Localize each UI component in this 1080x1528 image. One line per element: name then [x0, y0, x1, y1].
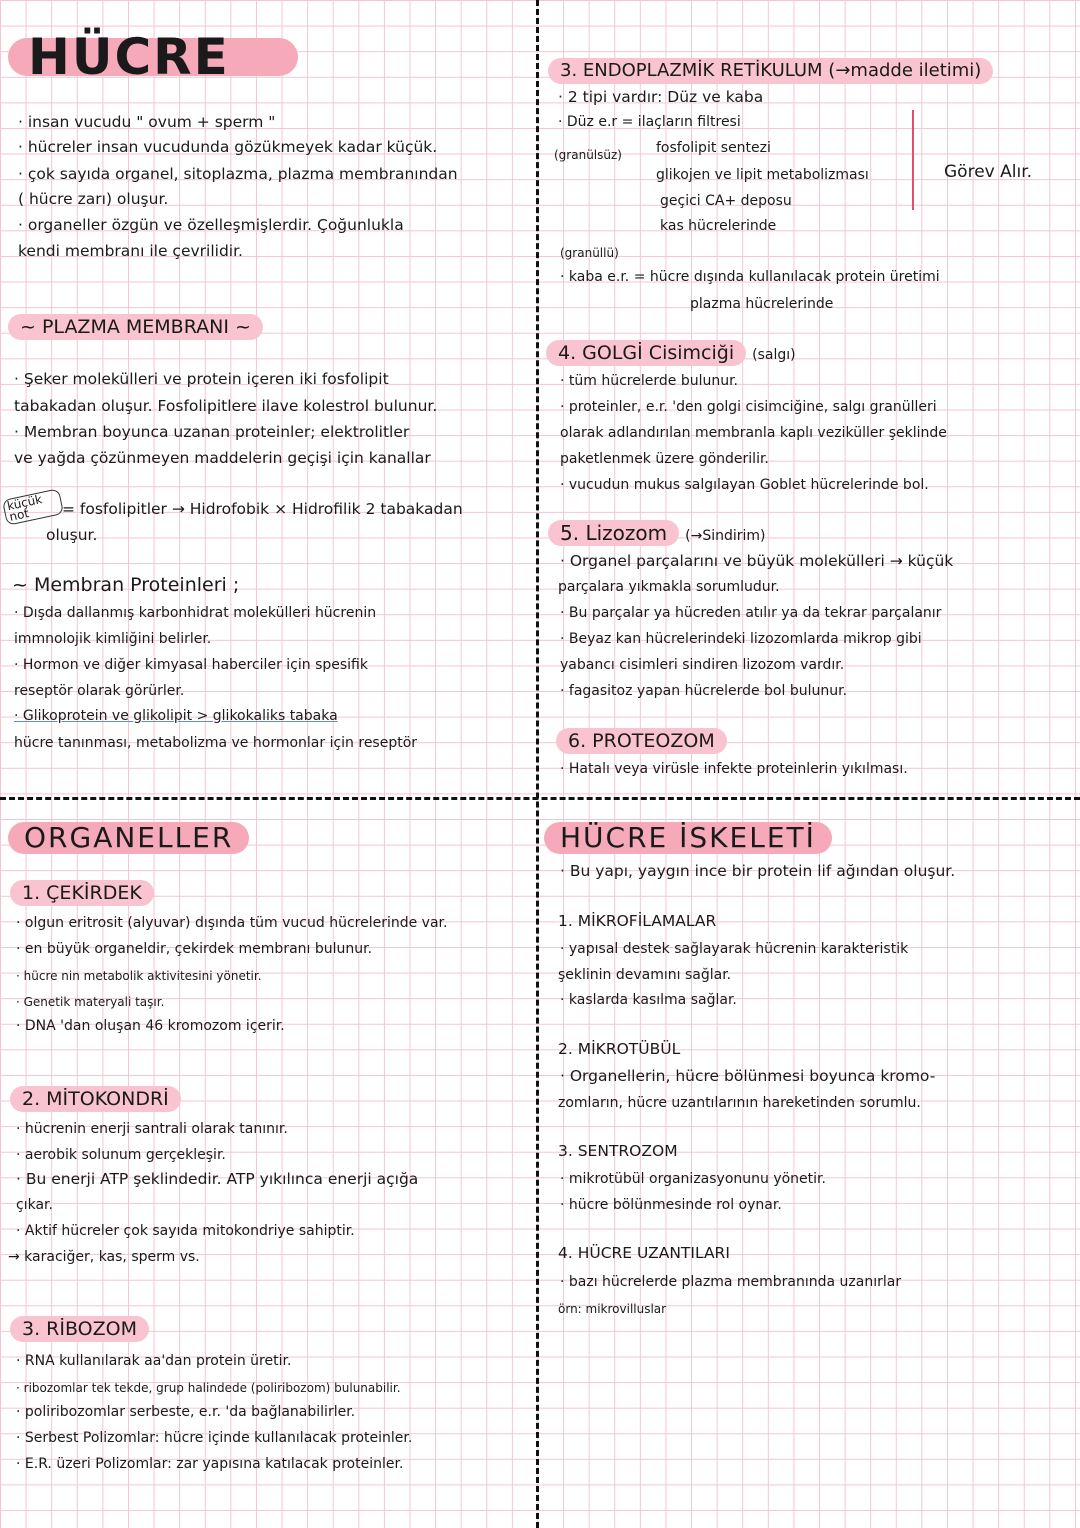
er-smooth-line: glikojen ve lipit metabolizması	[656, 167, 869, 183]
lysosome-subtitle: (→Sindirim)	[685, 528, 766, 544]
proteins-line: reseptör olarak görürler.	[14, 683, 185, 699]
membrane-proteins-title: ~ Membran Proteinleri ;	[12, 574, 240, 596]
lysosome-line: · Organel parçalarını ve büyük molekülleri → küçük	[560, 552, 954, 570]
er-smooth-line: fosfolipit sentezi	[656, 140, 771, 156]
golgi-title: 4. GOLGİ Cisimciği	[546, 340, 746, 366]
microfilament-line: · yapısal destek sağlayarak hücrenin karakteristik	[560, 941, 909, 957]
lysosome-line: parçalara yıkmakla sorumludur.	[558, 579, 780, 595]
microtubule-title: 2. MİKROTÜBÜL	[558, 1040, 681, 1058]
intro-line: · hücreler insan vucudunda gözükmeyek kadar küçük.	[18, 138, 438, 156]
golgi-heading	[546, 340, 796, 366]
golgi-line: · tüm hücrelerde bulunur.	[560, 373, 739, 389]
organelles-title: ORGANELLER	[8, 822, 249, 854]
nucleus-heading	[10, 880, 154, 906]
microfilament-line: · kaslarda kasılma sağlar.	[560, 992, 737, 1008]
intro-line: · insan vucudu " ovum + sperm "	[18, 113, 276, 131]
membrane-line: · Şeker molekülleri ve protein içeren iki fosfolipit	[14, 370, 389, 388]
ribosome-heading	[10, 1316, 149, 1342]
mitochondria-line: · Aktif hücreler çok sayıda mitokondriye sahiptir.	[16, 1223, 355, 1239]
mitochondria-line: → karaciğer, kas, sperm vs.	[8, 1249, 200, 1265]
mitochondria-line: çıkar.	[16, 1197, 53, 1213]
nucleus-line: · Genetik materyali taşır.	[16, 995, 165, 1009]
ribosome-line: · poliribozomlar serbeste, e.r. 'da bağlanabilirler.	[16, 1404, 356, 1420]
lysosome-line: · Beyaz kan hücrelerindeki lizozomlarda mikrop gibi	[560, 631, 922, 647]
proteasome-heading	[556, 728, 727, 754]
nucleus-line: · DNA 'dan oluşan 46 kromozom içerir.	[16, 1018, 285, 1034]
intro-line: ( hücre zarı) oluşur.	[18, 190, 169, 208]
nucleus-line: · hücre nin metabolik aktivitesini yönetir.	[16, 969, 262, 983]
er-rough-line: plazma hücrelerinde	[690, 296, 834, 312]
membrane-line: tabakadan oluşur. Fosfolipitlere ilave kolestrol bulunur.	[14, 397, 438, 415]
proteins-line: immnolojik kimliğini belirler.	[14, 631, 212, 647]
ribosome-line: · RNA kullanılarak aa'dan protein üretir.	[16, 1353, 292, 1369]
intro-line: · çok sayıda organel, sitoplazma, plazma membranından	[18, 165, 458, 183]
plasma-membrane-title: ~ PLAZMA MEMBRANI ~	[8, 314, 263, 340]
organelles-heading	[8, 822, 249, 854]
note-line: = fosfolipitler → Hidrofobik × Hidrofilik 2 tabakadan	[62, 500, 463, 518]
note-line: oluşur.	[46, 526, 98, 544]
nucleus-line: · olgun eritrosit (alyuvar) dışında tüm vucud hücrelerinde var.	[16, 915, 448, 931]
microfilament-title: 1. MİKROFİLAMALAR	[558, 912, 717, 930]
er-title: 3. ENDOPLAZMİK RETİKULUM (→madde iletimi)	[548, 58, 993, 84]
centrosome-title: 3. SENTROZOM	[558, 1142, 678, 1160]
ribosome-title: 3. RİBOZOM	[10, 1316, 149, 1342]
lysosome-line: · Bu parçalar ya hücreden atılır ya da tekrar parçalanır	[560, 605, 942, 621]
golgi-subtitle: (salgı)	[752, 347, 796, 363]
er-smooth-line: geçici CA+ deposu	[660, 193, 792, 209]
microfilament-line: şeklinin devamını sağlar.	[558, 967, 732, 983]
er-heading	[548, 58, 993, 84]
mitochondria-line: · aerobik solunum gerçekleşir.	[16, 1147, 226, 1163]
intro-line: kendi membranı ile çevrilidir.	[18, 242, 243, 260]
golgi-line: paketlenmek üzere gönderilir.	[560, 451, 769, 467]
centrosome-line: · mikrotübül organizasyonunu yönetir.	[560, 1171, 826, 1187]
microtubule-line: zomların, hücre uzantılarının hareketinden sorumlu.	[558, 1095, 921, 1111]
proteins-line: · Glikoprotein ve glikolipit > glikokaliks tabaka	[14, 708, 338, 724]
golgi-line: · vucudun mukus salgılayan Goblet hücrelerinde bol.	[560, 477, 929, 493]
intro-line: · organeller özgün ve özelleşmişlerdir. Çoğunlukla	[18, 216, 404, 234]
vertical-divider	[536, 0, 539, 1528]
proteasome-line: · Hatalı veya virüsle infekte proteinlerin yıkılması.	[560, 761, 908, 777]
er-rough-line: · kaba e.r. = hücre dışında kullanılacak protein üretimi	[560, 269, 940, 285]
small-note-label: küçük not	[2, 488, 64, 525]
microtubule-line: · Organellerin, hücre bölünmesi boyunca kromo-	[560, 1067, 936, 1085]
proteins-line: hücre tanınması, metabolizma ve hormonlar için reseptör	[14, 735, 418, 751]
mitochondria-title: 2. MİTOKONDRİ	[10, 1086, 181, 1112]
plasma-membrane-heading	[8, 314, 263, 340]
membrane-line: · Membran boyunca uzanan proteinler; elektrolitler	[14, 423, 410, 441]
er-smooth-label: (granülsüz)	[554, 148, 622, 162]
lysosome-heading	[548, 520, 766, 546]
cell-extensions-line: · bazı hücrelerde plazma membranında uzanırlar	[560, 1274, 902, 1290]
cytoskeleton-heading	[544, 822, 832, 854]
ribosome-line: · E.R. üzeri Polizomlar: zar yapısına katılacak proteinler.	[16, 1456, 404, 1472]
golgi-line: olarak adlandırılan membranla kaplı veziküller şeklinde	[560, 425, 947, 441]
cytoskeleton-intro: · Bu yapı, yaygın ince bir protein lif ağından oluşur.	[560, 862, 956, 880]
er-line: · 2 tipi vardır: Düz ve kaba	[558, 88, 764, 106]
er-smooth-line: kas hücrelerinde	[660, 218, 777, 234]
bracket-line	[912, 110, 914, 210]
ribosome-line: · Serbest Polizomlar: hücre içinde kullanılacak proteinler.	[16, 1430, 413, 1446]
proteins-line: · Hormon ve diğer kimyasal haberciler için spesifik	[14, 657, 368, 673]
lysosome-line: yabancı cisimleri sindiren lizozom vardır.	[560, 657, 845, 673]
proteasome-title: 6. PROTEOZOM	[556, 728, 727, 754]
nucleus-title: 1. ÇEKİRDEK	[10, 880, 154, 906]
cell-extensions-line: örn: mikrovilluslar	[558, 1302, 667, 1316]
ribosome-line: · ribozomlar tek tekde, grup halindede (poliribozom) bulunabilir.	[16, 1381, 401, 1395]
nucleus-line: · en büyük organeldir, çekirdek membranı bulunur.	[16, 941, 373, 957]
golgi-line: · proteinler, e.r. 'den golgi cisimciğine, salgı granülleri	[560, 399, 937, 415]
mitochondria-line: · hücrenin enerji santrali olarak tanınır.	[16, 1121, 288, 1137]
er-role: Görev Alır.	[944, 162, 1033, 182]
lysosome-line: · fagasitoz yapan hücrelerde bol bulunur.	[560, 683, 848, 699]
er-line: · Düz e.r = ilaçların filtresi	[558, 114, 741, 130]
cytoskeleton-title: HÜCRE İSKELETİ	[544, 822, 832, 854]
proteins-line: · Dışda dallanmış karbonhidrat molekülleri hücrenin	[14, 605, 377, 621]
membrane-line: ve yağda çözünmeyen maddelerin geçişi için kanallar	[14, 449, 431, 467]
cell-extensions-title: 4. HÜCRE UZANTILARI	[558, 1244, 730, 1262]
er-rough-label: (granüllü)	[560, 246, 619, 260]
page-title-highlight	[8, 28, 298, 86]
mitochondria-line: · Bu enerji ATP şeklindedir. ATP yıkılınca enerji açığa	[16, 1170, 419, 1188]
page-title: HÜCRE	[28, 28, 230, 86]
lysosome-title: 5. Lizozom	[548, 520, 679, 546]
centrosome-line: · hücre bölünmesinde rol oynar.	[560, 1197, 782, 1213]
horizontal-divider	[0, 797, 1080, 800]
mitochondria-heading	[10, 1086, 181, 1112]
